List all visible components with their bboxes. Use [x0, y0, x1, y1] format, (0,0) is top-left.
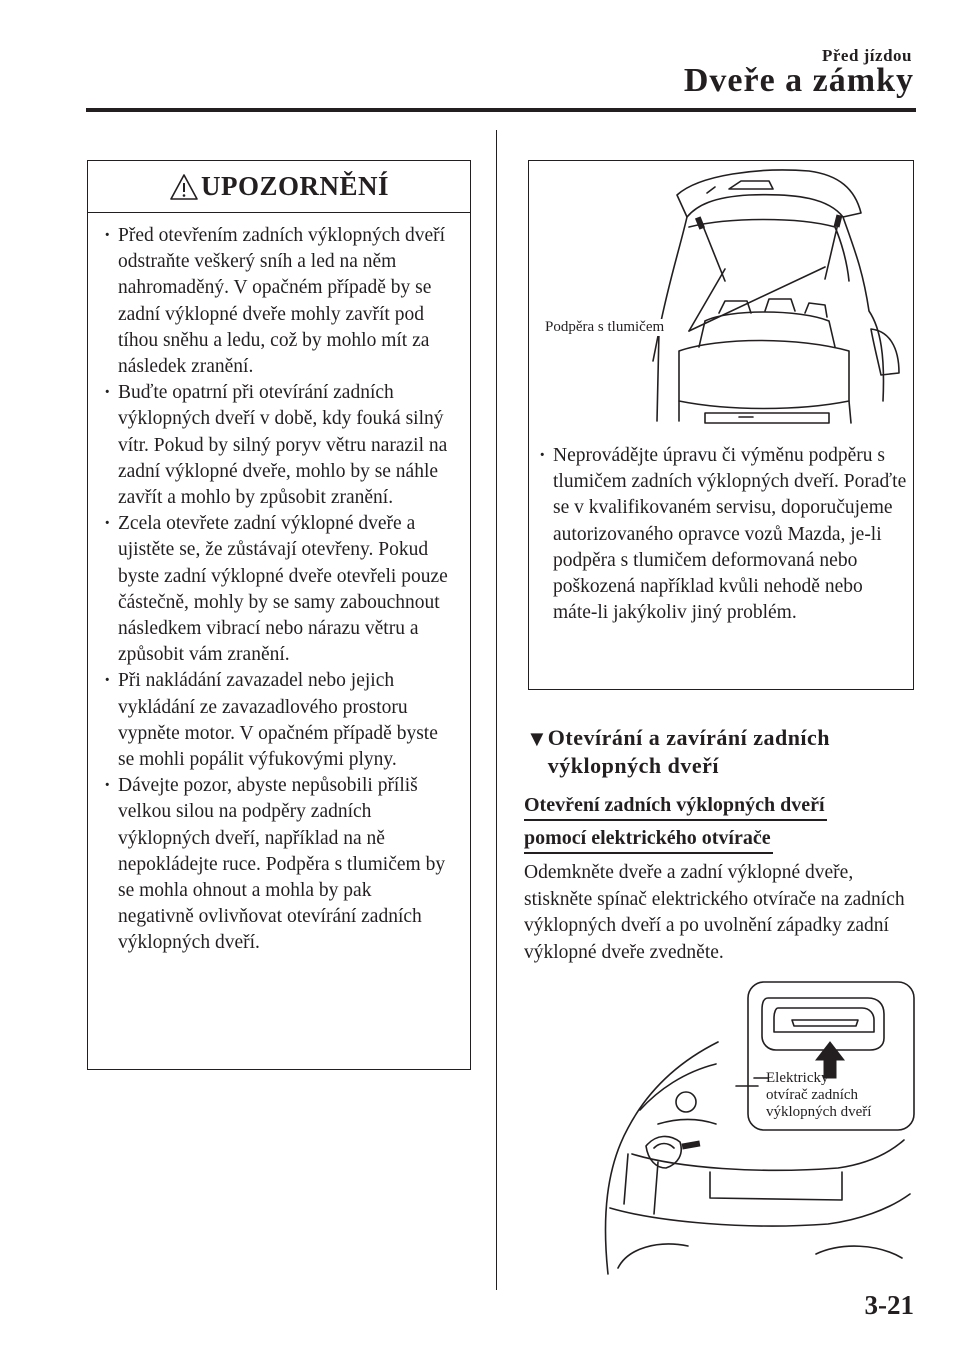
warning-box: [87, 160, 471, 1070]
section-heading: [526, 724, 916, 780]
warning-header: [88, 161, 470, 213]
subsection-title-line1: Otevření zadních výklopných dveří: [524, 792, 827, 821]
section-title: Otevírání a zavírání zadních výklopných dveří: [547, 725, 831, 778]
column-divider: [496, 130, 497, 1290]
warning-list: [88, 223, 470, 957]
page-title: Dveře a zámky: [683, 62, 914, 99]
header-divider: [86, 108, 916, 112]
warning-title: UPOZORNĚNÍ: [200, 171, 389, 201]
damper-figure-box: [528, 160, 914, 690]
body-paragraph: Odemkněte dveře a zadní výklopné dveře, stiskněte spínač elektrického otvírače na zadních výklopných dveří a po uvolnění západky zadní výklopné dveře zvedněte.: [524, 862, 905, 963]
opener-label-line3: výklopných dveří: [766, 1104, 872, 1120]
opener-label-line2: otvírač zadních: [766, 1087, 859, 1103]
damper-note-item: · Neprovádějte úpravu či výměnu podpěru s tlumičem zadních výklopných dveří. Poraďte se v kvalifikovaném servisu, doporučujeme autorizovaného opravce vozů Mazda, je-li podpěra s tlumičem deformovaná nebo poškozená například kvůli nehodě nebo máte-li jakýkoliv jiný problém.: [539, 443, 909, 626]
warning-item: · Při nakládání zavazadel nebo jejich vykládání ze zavazadlového prostoru vypněte motor. V opačném případě byste se mohli popálit výfukovými plyny.: [104, 668, 452, 773]
warning-item: · Zcela otevřete zadní výklopné dveře a ujistěte se, že zůstávají otevřeny. Pokud byste zadní výklopné dveře otevřeli pouze částečně, mohly by se samy zabouchnout následkem vibrací nebo nárazu větru a způsobit vám zranění.: [104, 511, 452, 668]
section-marker-icon: ▼: [526, 726, 548, 751]
warning-triangle-icon: [169, 173, 199, 201]
electric-opener-illustration: [598, 978, 918, 1282]
warning-item: · Dávejte pozor, abyste nepůsobili příliš velkou silou na podpěry zadních výklopných dveří, například na ně nepokládejte ruce. Podpěra s tlumičem by se mohla ohnout a mohla by pak negativně ovlivňovat otevírání zadních výklopných dveří.: [104, 773, 452, 956]
header-section-label: Před jízdou: [821, 46, 912, 65]
page-number: 3-21: [864, 1290, 914, 1320]
opener-label: [766, 1070, 871, 1121]
warning-item: · Před otevřením zadních výklopných dveří odstraňte veškerý sníh a led na něm nahromaděný. V opačném případě by se zadní výklopné dveře mohly zavřít pod tíhou sněhu a ledu, což by mohlo mít za následek zranění.: [104, 223, 452, 380]
open-tailgate-illustration: [529, 161, 913, 449]
subsection-title-line2: pomocí elektrického otvírače: [524, 825, 773, 854]
opener-label-line1: Elektrický: [766, 1070, 829, 1086]
subsection-heading: [524, 792, 827, 858]
damper-label: Podpěra s tlumičem: [545, 319, 665, 335]
damper-note-list: [539, 443, 909, 626]
warning-item: · Buďte opatrní při otevírání zadních výklopných dveří v době, kdy fouká silný vítr. Pokud by silný poryv větru narazil na zadní výklopné dveře, mohlo by se náhle zavřít a mohlo by způsobit zranění.: [104, 380, 452, 511]
